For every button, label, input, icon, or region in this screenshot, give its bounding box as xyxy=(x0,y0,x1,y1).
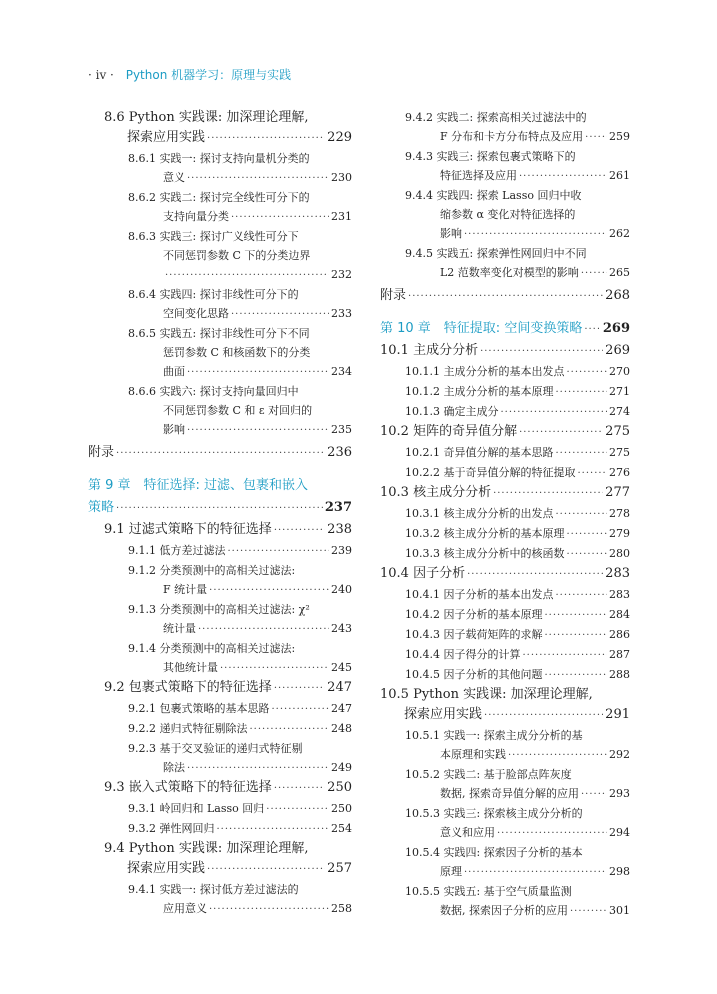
toc-entry-title: 10.3 核主成分分析 xyxy=(380,485,492,500)
toc-entry-title: 9.2.3 基于交叉验证的递归式特征剔 xyxy=(128,742,303,755)
toc-entry[interactable] xyxy=(88,168,352,188)
toc-entry[interactable] xyxy=(88,699,352,719)
toc-entry[interactable] xyxy=(380,726,630,745)
toc-entry-title: 8.6.4 实践四: 探讨非线性可分下的 xyxy=(128,288,299,301)
dot-leader xyxy=(566,525,607,544)
toc-page-number: 270 xyxy=(609,365,630,378)
toc-page-number: 229 xyxy=(327,130,352,145)
dot-leader xyxy=(585,128,607,147)
toc-entry-title: 10.5.3 实践三: 探索核主成分分析的 xyxy=(405,807,583,820)
toc-entry[interactable] xyxy=(88,265,352,285)
dot-leader xyxy=(187,421,329,440)
toc-entry-title: 探索应用实践 xyxy=(127,130,206,145)
toc-entry[interactable] xyxy=(88,362,352,382)
toc-page-number: 287 xyxy=(609,648,630,661)
page-label: · iv · xyxy=(88,68,114,82)
toc-entry[interactable] xyxy=(380,147,630,166)
dot-leader xyxy=(508,746,607,765)
toc-entry[interactable] xyxy=(88,442,352,465)
toc-page-number: 250 xyxy=(331,802,352,815)
toc-entry-title: 曲面 xyxy=(163,365,185,378)
toc-entry-title: 统计量 xyxy=(163,622,196,635)
toc-entry[interactable] xyxy=(380,504,630,524)
toc-page-number: 232 xyxy=(331,268,352,281)
toc-entry[interactable] xyxy=(380,585,630,605)
dot-leader xyxy=(555,444,607,463)
toc-page-number: 280 xyxy=(609,547,630,560)
toc-entry[interactable] xyxy=(88,108,352,128)
toc-entry-title: 10.3.3 核主成分分析中的核函数 xyxy=(405,547,565,560)
toc-entry-title: 9.1.3 分类预测中的高相关过滤法: χ² xyxy=(128,603,310,616)
dot-leader xyxy=(207,129,325,149)
dot-leader xyxy=(497,824,607,843)
toc-entry-title: 空间变化思路 xyxy=(163,307,229,320)
dot-leader xyxy=(228,542,330,561)
toc-entry-title: 10.4.4 因子得分的计算 xyxy=(405,648,521,661)
toc-entry[interactable] xyxy=(88,420,352,440)
dot-leader xyxy=(187,759,329,778)
toc-entry[interactable] xyxy=(88,799,352,819)
toc-entry-title: 10.5.1 实践一: 探索主成分分析的基 xyxy=(405,729,583,742)
toc-entry[interactable] xyxy=(88,678,352,699)
toc-entry[interactable] xyxy=(88,619,352,639)
toc-entry[interactable] xyxy=(380,402,630,422)
toc-entry-title: 探索应用实践 xyxy=(404,707,483,722)
toc-entry-title: 第 10 章 特征提取: 空间变换策略 xyxy=(380,321,583,336)
toc-page-number: 269 xyxy=(602,321,630,336)
dot-leader xyxy=(555,586,607,605)
toc-entry-title: 9.4.3 实践三: 探索包裹式策略下的 xyxy=(405,150,576,163)
toc-entry-title: 9.1 过滤式策略下的特征选择 xyxy=(104,522,272,537)
toc-entry-title: 10.3.2 核主成分分析的基本原理 xyxy=(405,527,565,540)
toc-entry-title: 10.5.4 实践四: 探索因子分析的基本 xyxy=(405,846,583,859)
toc-page-number: 275 xyxy=(609,446,630,459)
toc-entry[interactable] xyxy=(380,765,630,784)
toc-entry-title: 本原理和实践 xyxy=(440,748,506,761)
toc-entry[interactable] xyxy=(88,285,352,304)
toc-entry[interactable] xyxy=(380,422,630,443)
dot-leader xyxy=(570,902,607,921)
toc-entry[interactable] xyxy=(88,304,352,324)
toc-entry[interactable] xyxy=(88,382,352,401)
toc-entry-title: 10.1.2 主成分分析的基本原理 xyxy=(405,385,554,398)
toc-entry[interactable] xyxy=(380,127,630,147)
toc-entry[interactable] xyxy=(380,362,630,382)
dot-leader xyxy=(480,342,603,362)
dot-leader xyxy=(555,505,607,524)
toc-entry-title: 9.2 包裹式策略下的特征选择 xyxy=(104,680,272,695)
toc-page-number: 235 xyxy=(331,423,352,436)
toc-entry-title: 9.4.4 实践四: 探索 Lasso 回归中收 xyxy=(405,189,582,202)
toc-page-number: 274 xyxy=(609,405,630,418)
dot-leader xyxy=(231,208,329,227)
toc-entry-title: 8.6.1 实践一: 探讨支持向量机分类的 xyxy=(128,152,310,165)
toc-entry[interactable] xyxy=(380,784,630,804)
toc-entry[interactable] xyxy=(88,520,352,541)
toc-entry[interactable] xyxy=(88,600,352,619)
toc-page-number: 233 xyxy=(331,307,352,320)
toc-page-number: 301 xyxy=(609,904,630,917)
dot-leader xyxy=(467,565,603,585)
toc-entry[interactable] xyxy=(88,497,352,520)
toc-entry-title: 10.4.1 因子分析的基本出发点 xyxy=(405,588,554,601)
toc-column-right xyxy=(380,108,630,921)
toc-entry[interactable] xyxy=(88,899,352,919)
toc-entry[interactable] xyxy=(380,625,630,645)
dot-leader xyxy=(266,800,329,819)
toc-entry-title: 8.6.3 实践三: 探讨广义线性可分下 xyxy=(128,230,299,243)
toc-entry-title: 9.2.2 递归式特征剔除法 xyxy=(128,722,248,735)
toc-entry-title: 影响 xyxy=(163,423,185,436)
dot-leader xyxy=(207,860,325,880)
book-title: Python 机器学习：原理与实践 xyxy=(125,68,292,82)
toc-entry-title: 8.6.2 实践二: 探讨完全线性可分下的 xyxy=(128,191,310,204)
toc-entry-title: 9.1.1 低方差过滤法 xyxy=(128,544,226,557)
dot-leader xyxy=(274,779,325,799)
toc-entry[interactable] xyxy=(88,739,352,758)
toc-entry-title: 意义和应用 xyxy=(440,826,495,839)
toc-page-number: 284 xyxy=(609,608,630,621)
toc-entry-title: 10.1.3 确定主成分 xyxy=(405,405,499,418)
toc-page-number: 271 xyxy=(609,385,630,398)
toc-entry[interactable] xyxy=(88,246,352,265)
toc-entry[interactable] xyxy=(88,227,352,246)
toc-entry[interactable] xyxy=(380,443,630,463)
toc-entry[interactable] xyxy=(380,705,630,726)
toc-entry[interactable] xyxy=(88,207,352,227)
toc-entry[interactable] xyxy=(380,685,630,705)
toc-entry-title: 意义 xyxy=(163,171,185,184)
toc-entry-title: F 分布和卡方分布特点及应用 xyxy=(440,130,584,143)
toc-entry-title: 10.2 矩阵的奇异值分解 xyxy=(380,424,518,439)
toc-entry-title: F 统计量 xyxy=(163,583,208,596)
toc-entry-title: 10.5.5 实践五: 基于空气质量监测 xyxy=(405,885,572,898)
toc-entry-title: 数据, 探索因子分析的应用 xyxy=(440,904,568,917)
dot-leader xyxy=(165,266,329,285)
toc-entry-title: 9.3.2 弹性网回归 xyxy=(128,822,215,835)
dot-leader xyxy=(187,363,329,382)
dot-leader xyxy=(555,383,607,402)
toc-page-number: 257 xyxy=(327,861,352,876)
toc-entry-title: 10.4.3 因子载荷矩阵的求解 xyxy=(405,628,543,641)
dot-leader xyxy=(220,659,329,678)
dot-leader xyxy=(209,900,329,919)
dot-leader xyxy=(519,423,603,443)
toc-entry-title: 10.4 因子分析 xyxy=(380,566,466,581)
toc-page-number: 279 xyxy=(609,527,630,540)
toc-page-number: 239 xyxy=(331,544,352,557)
toc-entry[interactable] xyxy=(380,382,630,402)
toc-entry[interactable] xyxy=(380,605,630,625)
dot-leader xyxy=(544,666,607,685)
toc-entry[interactable] xyxy=(88,819,352,839)
toc-entry[interactable] xyxy=(88,561,352,580)
toc-page-number: 231 xyxy=(331,210,352,223)
toc-entry-title: 9.4.2 实践二: 探索高相关过滤法中的 xyxy=(405,111,587,124)
toc-entry-title: 应用意义 xyxy=(163,902,207,915)
toc-page-number: 254 xyxy=(331,822,352,835)
toc-page-number: 237 xyxy=(324,500,352,515)
toc-entry[interactable] xyxy=(88,880,352,899)
toc-entry-title: 9.4 Python 实践课: 加深理论理解, xyxy=(104,841,309,856)
toc-entry[interactable] xyxy=(380,483,630,504)
dot-leader xyxy=(566,363,607,382)
toc-entry[interactable] xyxy=(380,108,630,127)
dot-leader xyxy=(464,863,607,882)
toc-page-number: 249 xyxy=(331,761,352,774)
dot-leader xyxy=(519,167,607,186)
toc-page-number: 261 xyxy=(609,169,630,182)
toc-entry[interactable] xyxy=(88,128,352,149)
toc-entry-title: 除法 xyxy=(163,761,185,774)
toc-page-number: 292 xyxy=(609,748,630,761)
toc-entry-title: 9.1.2 分类预测中的高相关过滤法: xyxy=(128,564,296,577)
dot-leader xyxy=(577,464,607,483)
dot-leader xyxy=(581,264,607,283)
toc-entry-title: 原理 xyxy=(440,865,462,878)
toc-entry-title: 附录 xyxy=(380,288,407,303)
toc-page-number: 247 xyxy=(327,680,352,695)
toc-page-number: 258 xyxy=(331,902,352,915)
toc-entry[interactable] xyxy=(380,263,630,283)
toc-entry-title: 数据, 探索奇异值分解的应用 xyxy=(440,787,579,800)
dot-leader xyxy=(217,820,330,839)
dot-leader xyxy=(544,626,607,645)
toc-page-number: 238 xyxy=(327,522,352,537)
toc-page-number: 278 xyxy=(609,507,630,520)
toc-page-number: 283 xyxy=(609,588,630,601)
toc-entry-title: 支持向量分类 xyxy=(163,210,229,223)
toc-entry[interactable] xyxy=(380,524,630,544)
toc-page-number: 291 xyxy=(605,707,630,722)
toc-entry-title: 9.4.5 实践五: 探索弹性网回归中不同 xyxy=(405,247,587,260)
toc-entry-title: 10.5 Python 实践课: 加深理论理解, xyxy=(380,687,593,702)
toc-entry[interactable] xyxy=(380,564,630,585)
toc-entry[interactable] xyxy=(88,719,352,739)
toc-entry[interactable] xyxy=(88,859,352,880)
toc-entry-title: 影响 xyxy=(440,227,462,240)
toc-entry[interactable] xyxy=(380,823,630,843)
toc-entry[interactable] xyxy=(380,882,630,901)
toc-page-number: 277 xyxy=(605,485,630,500)
toc-entry[interactable] xyxy=(88,541,352,561)
toc-page-number: 269 xyxy=(605,343,630,358)
toc-entry[interactable] xyxy=(88,639,352,658)
dot-leader xyxy=(274,679,325,699)
dot-leader xyxy=(544,606,607,625)
toc-page-number: 294 xyxy=(609,826,630,839)
dot-leader xyxy=(198,620,329,639)
toc-entry[interactable] xyxy=(88,658,352,678)
toc-entry[interactable] xyxy=(380,862,630,882)
dot-leader xyxy=(231,305,329,324)
toc-entry[interactable] xyxy=(380,665,630,685)
toc-entry[interactable] xyxy=(380,544,630,564)
toc-entry-title: 9.2.1 包裹式策略的基本思路 xyxy=(128,702,270,715)
toc-entry[interactable] xyxy=(88,839,352,859)
dot-leader xyxy=(408,286,603,308)
toc-entry[interactable] xyxy=(380,645,630,665)
toc-entry-title: 10.4.5 因子分析的其他问题 xyxy=(405,668,543,681)
dot-leader xyxy=(116,443,325,465)
dot-leader xyxy=(464,225,607,244)
toc-entry[interactable] xyxy=(380,186,630,205)
toc-page-number: 230 xyxy=(331,171,352,184)
toc-entry-title: 不同惩罚参数 C 和 ε 对回归的 xyxy=(163,404,313,417)
toc-entry-title: 惩罚参数 C 和核函数下的分类 xyxy=(163,346,311,359)
dot-leader xyxy=(209,581,329,600)
toc-entry[interactable] xyxy=(88,188,352,207)
toc-page-number: 234 xyxy=(331,365,352,378)
toc-entry[interactable] xyxy=(380,224,630,244)
toc-page-number: 293 xyxy=(609,787,630,800)
toc-column-left xyxy=(88,108,352,919)
toc-entry[interactable] xyxy=(88,343,352,362)
toc-page-number: 283 xyxy=(605,566,630,581)
toc-entry[interactable] xyxy=(88,778,352,799)
toc-entry-title: 9.3 嵌入式策略下的特征选择 xyxy=(104,780,272,795)
toc-entry-title: 10.1.1 主成分分析的基本出发点 xyxy=(405,365,565,378)
toc-entry[interactable] xyxy=(380,463,630,483)
toc-page-number: 276 xyxy=(609,466,630,479)
toc-entry[interactable] xyxy=(88,149,352,168)
toc-entry-title: 附录 xyxy=(88,445,115,460)
toc-entry-title: 9.1.4 分类预测中的高相关过滤法: xyxy=(128,642,296,655)
toc-page-number: 245 xyxy=(331,661,352,674)
toc-entry[interactable] xyxy=(380,804,630,823)
toc-page-number: 240 xyxy=(331,583,352,596)
dot-leader xyxy=(116,498,323,520)
toc-entry[interactable] xyxy=(380,166,630,186)
toc-entry-title: 8.6.6 实践六: 探讨支持向量回归中 xyxy=(128,385,299,398)
toc-entry[interactable] xyxy=(380,285,630,308)
toc-entry-title: 9.3.1 岭回归和 Lasso 回归 xyxy=(128,802,265,815)
toc-page-number: 243 xyxy=(331,622,352,635)
dot-leader xyxy=(581,785,607,804)
toc-entry[interactable] xyxy=(380,843,630,862)
toc-page-number: 286 xyxy=(609,628,630,641)
toc-entry-title: 10.1 主成分分析 xyxy=(380,343,479,358)
running-header xyxy=(88,66,291,83)
toc-entry-title: 缩参数 α 变化对特征选择的 xyxy=(440,208,576,221)
toc-page-number: 259 xyxy=(609,130,630,143)
toc-entry-title: 10.2.1 奇异值分解的基本思路 xyxy=(405,446,554,459)
toc-page-number: 298 xyxy=(609,865,630,878)
toc-entry[interactable] xyxy=(380,318,630,341)
toc-entry-title: 第 9 章 特征选择: 过滤、包裹和嵌入 xyxy=(88,478,309,493)
dot-leader xyxy=(566,545,607,564)
toc-entry[interactable] xyxy=(380,341,630,362)
toc-page-number: 236 xyxy=(327,445,352,460)
dot-leader xyxy=(522,646,607,665)
toc-entry-title: 不同惩罚参数 C 下的分类边界 xyxy=(163,249,311,262)
toc-entry-title: 策略 xyxy=(88,500,115,515)
dot-leader xyxy=(500,403,607,422)
toc-entry-title: 其他统计量 xyxy=(163,661,218,674)
dot-leader xyxy=(484,706,603,726)
toc-entry-title: L2 范数率变化对模型的影响 xyxy=(440,266,579,279)
toc-page-number: 247 xyxy=(331,702,352,715)
toc-entry-title: 10.5.2 实践二: 基于脸部点阵灰度 xyxy=(405,768,572,781)
toc-entry[interactable] xyxy=(380,205,630,224)
toc-entry-title: 8.6 Python 实践课: 加深理论理解, xyxy=(104,110,309,125)
toc-entry-title: 特征选择及应用 xyxy=(440,169,517,182)
dot-leader xyxy=(272,700,330,719)
toc-entry-title: 8.6.5 实践五: 探讨非线性可分下不同 xyxy=(128,327,310,340)
toc-entry[interactable] xyxy=(88,580,352,600)
toc-entry[interactable] xyxy=(380,244,630,263)
dot-leader xyxy=(274,521,325,541)
toc-page-number: 262 xyxy=(609,227,630,240)
toc-entry-title: 10.3.1 核主成分分析的出发点 xyxy=(405,507,554,520)
toc-page-number: 268 xyxy=(605,288,630,303)
toc-entry-title: 探索应用实践 xyxy=(127,861,206,876)
toc-entry[interactable] xyxy=(380,745,630,765)
toc-page-number: 265 xyxy=(609,266,630,279)
toc-entry-title: 10.2.2 基于奇异值分解的特征提取 xyxy=(405,466,576,479)
dot-leader xyxy=(187,169,329,188)
dot-leader xyxy=(250,720,330,739)
toc-entry-title: 10.4.2 因子分析的基本原理 xyxy=(405,608,543,621)
toc-entry[interactable] xyxy=(88,758,352,778)
toc-page-number: 275 xyxy=(605,424,630,439)
dot-leader xyxy=(493,484,603,504)
dot-leader xyxy=(584,319,601,341)
toc-entry[interactable] xyxy=(380,901,630,921)
toc-page-number: 248 xyxy=(331,722,352,735)
toc-page-number: 250 xyxy=(327,780,352,795)
toc-page-number: 288 xyxy=(609,668,630,681)
toc-entry[interactable] xyxy=(88,324,352,343)
toc-entry-title: 9.4.1 实践一: 探讨低方差过滤法的 xyxy=(128,883,299,896)
toc-entry[interactable] xyxy=(88,401,352,420)
toc-entry[interactable] xyxy=(88,475,352,497)
